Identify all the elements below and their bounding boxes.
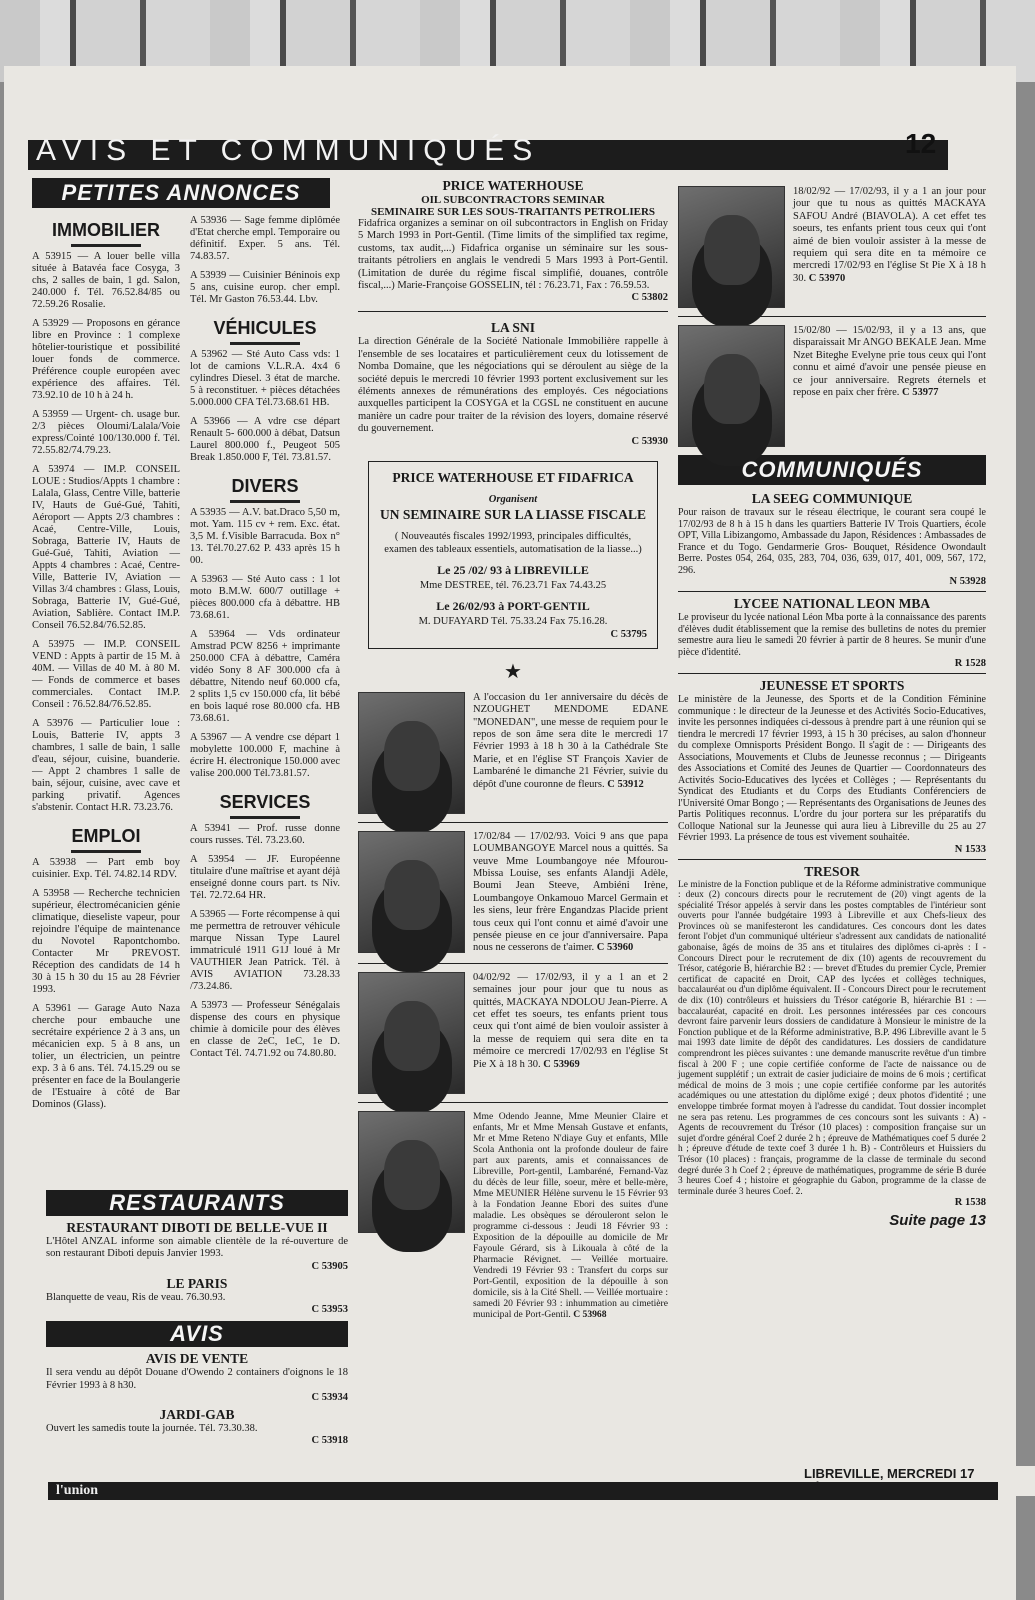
restaurant-text: Blanquette de veau, Ris de veau. 76.30.93. (46, 1291, 226, 1303)
restaurant-ref: C 53953 (311, 1304, 348, 1316)
obituary-ref: C 53969 (543, 1058, 580, 1070)
obituary (358, 972, 668, 1094)
ad-item: A 53973 — Professeur Sénégalais dispense des cours en physique chimie à domicile pour des élèves en classe de 2eC, 1eC, 1e D. Contact Tél. 74.71.92 ou 74.80.80. (190, 1000, 340, 1059)
petites-annonces-banner: PETITES ANNONCES (32, 178, 330, 208)
obituary-text: 17/02/84 — 17/02/93. Voici 9 ans que papa LOUMBANGOYE Marcel nous a quittés. Sa veuve Mme Loumbangoye née Mfourou-Mbissa Louise, ses enfants Alandji Adèle, Boumi Jean Steeve, Ambiéni Irène, Loumbangoye Onkamouo Marcel Germain et les siens, leur frère Engandzas Placide prient tous ceux qui l'ont connu et aimé d'avoir une pensée pieuse en ce jour d'anniversaire. Papa nous ne cesserons de t'aimer. (473, 830, 668, 954)
divider (678, 316, 986, 317)
ad-item: A 53962 — Sté Auto Cass vds: 1 lot de camions V.L.R.A. 4x4 6 cylindres Diesel. 3 état de marche. 5 à reconstituer. + pièces détachées 5.000.000 CFA Tél.73.68.61 HB. (190, 349, 340, 408)
obituary (678, 325, 986, 447)
divider (358, 311, 668, 312)
seminar-subject: UN SEMINAIRE SUR LA LIASSE FISCALE (380, 506, 646, 522)
communique-text: Pour raison de travaux sur le réseau électrique, le courant sera coupé le 17/02/93 de 8 h à 15 h dans les quartiers Batterie IV Trois Quartiers, école OPT, Villa Libizangomo, Ambassade du Japon, Résidences : Ambassades de France et du Togo. Gendarmerie Gros- Bouquet, Résidence Owondault Berre. Postes 054, 264, 035, 283, 704, 036, 639, 017, 401, 009, 567, 172, 296. (678, 507, 986, 576)
communique-title: LA SEEG COMMUNIQUE (751, 491, 913, 506)
obituary-ref: C 53977 (902, 387, 939, 399)
obituary-text: 18/02/92 — 17/02/93, il y a 1 an jour pour jour que tu nous as quittés MACKAYA SAFOU André (BIAVOLA). A cet effet tes soeurs, tes enfants prient tous ceux qui t'ont aimé de bien vouloir assister à la messe de requiem qui sera dite en ta mémoire ce mercredi 17/02/93 en l'église St Pie X à 18 h 30. (793, 186, 986, 284)
ad-item: A 53958 — Recherche technicien supérieur, électromécanicien génie climatique, dieseliste vapeur, pour rejoindre l'équipe de maintenance du Novotel Rapontchombo. Contacter Mr PREVOST. Réception des candidats de 14 h 30 à 15 h 30 du 15 au 28 Février 1993. (32, 888, 180, 995)
column-notices-center (358, 178, 668, 1328)
seminar-title: PRICE WATERHOUSE ET FIDAFRICA (392, 469, 634, 485)
sni-ref: C 53930 (631, 435, 668, 447)
suite-page-link: Suite page 13 (889, 1212, 986, 1230)
avis-text: Ouvert les samedis toute la journée. Tél. 73.30.38. (46, 1423, 258, 1435)
ad-item: A 53954 — JF. Européenne titulaire d'une maîtrise et ayant déjà enseigné donne cours part. ts Niv. Tél. 72.72.64 HR. (190, 854, 340, 901)
ad-item: A 53976 — Particulier loue : Louis, Batterie IV, appts 3 chambres, 1 salle de bain, 1 salle d'eau, séjour, cuisine, buanderie. — Appt 2 chambres 1 salle de bain, séjour, cuisine, avec cave et parking privatif. Agences s'abstenir. Contact H.R. 73.23.76. (32, 718, 180, 813)
obituary (358, 692, 668, 814)
dateline: LIBREVILLE, MERCREDI 17 (800, 1466, 1035, 1496)
divider (678, 859, 986, 860)
obituary-ref: C 53912 (607, 778, 644, 790)
obituary-ref: C 53970 (808, 272, 846, 284)
portrait-photo (358, 692, 465, 814)
pw-subtitle-fr: SEMINAIRE SUR LES SOUS-TRAITANTS PETROLIERS (370, 206, 656, 218)
services-heading: SERVICES (190, 792, 340, 819)
avis-ref: C 53918 (311, 1435, 348, 1447)
obituary (358, 831, 668, 955)
ad-item: A 53941 — Prof. russe donne cours russes. Tél. 73.23.60. (190, 823, 340, 846)
sni-title: LA SNI (491, 320, 535, 336)
obituary (678, 186, 986, 308)
divider (358, 963, 668, 964)
obituary (358, 1111, 668, 1320)
seminar-date-portgentil: Le 26/02/93 à PORT-GENTIL (436, 598, 590, 613)
obituary-text: A l'occasion du 1er anniversaire du décès de NZOUGHET MENDOME EDANE "MONEDAN", une messe de requiem pour le repos de son âme sera dite le mercredi 17 Février 1993 à 18 h 30 à la Cathédrale Ste Marie, et en l'église ST François Xavier de Lambaréné le dimanche 21 Février, suivie du dépôt d'une couronne de fleurs. (473, 691, 668, 790)
section-title: AVIS ET COMMUNIQUÉS (36, 134, 541, 167)
seminar-box (368, 461, 658, 649)
portrait-photo (358, 972, 465, 1094)
ad-item: A 53929 — Proposons en gérance libre en Province : 1 complexe hôtelier-touristique et possibilité louer fonds de commerce. Préférence couple européen avec expérience des affaires. Tél. 73.92.10 de 10 h à 24 h. (32, 318, 180, 401)
avis-ref: C 53934 (311, 1392, 348, 1404)
restaurants-banner: RESTAURANTS (46, 1190, 348, 1216)
communique-text: Le ministre de la Fonction publique et de la Réforme administrative communique : deux (2) concours directs pour le recrutement de (20) vingt agents de la spécialité Trésor appelés à servir dans les postes comptables de l'intérieur sont ouverts pour l'année budgétaire 1993 à Libreville et aux Chefs-lieux des Provinces où se manifesteront les candidatures. Ces concours dont les dates feront l'objet d'un communiqué ultérieur s'adressent aux candidats de nationalité gabonaise, âgés de moins de 35 ans et titulaires des diplômes ci-après : I - Concours Direct pour le recrutement de dix (10) agents de recouvrement du Trésor, catégorie B, hiérarchie B2 : — brevet d'Etudes du premier Cycle, Premier certificat de capacité en Droit, CAP des lycées et collèges techniques, baccalauréat ou d'un diplôme équivalent. II - Concours Direct pour le recrutement de dix (10) contrôleurs et huissiers du Trésor catégorie B, hiérarchie B1 : — baccalauréat, capacité en droit. Les personnes intéressées par ces concours devront faire parvenir leurs dossiers de candidature à Monsieur le ministre de la Fonction publique et de la Réforme administrative, B.P. 496 Libreville avant le 5 mai 1993 date limite de dépôt des candidatures. Les dossiers de candidature comprendront les pièces suivantes : une demande manuscrite revêtue d'un timbre fiscal à 200 F ; une copie certifiée conforme de l'acte de naissance ou de jugement supplétif ; un extrait de casier judiciaire de moins de 6 mois ; certificat médical de moins de 3 mois ; une copie certifiée conforme par les autorités académiques ou une attestation du diplôme exigé ; deux photos d'identité ; une enveloppe timbrée format moyen à l'adresse du candidat. Tout dossier incomplet ne sera pas retenu. Les programmes de ces concours sont les suivants : A) - Agents de recouvrement du Trésor (10 places) : composition française sur un sujet d'ordre général Coef 2 durée 2 h ; épreuve de Mathématiques coef 5 durée 2 h ; épreuve d'étude de texte coef 3 durée 1 h. B) - Contrôleurs et Huissiers du Trésor (10 places) : français, programme de la classe de terminale du second degré durée 3 h Coef 2 ; épreuve de mathématiques, programme de série B durée 3 heures Coef 4 ; histoire et géographie du Gabon, programme de la classe de terminale durée 3 heures Coef. 2. (678, 879, 986, 1197)
restaurants-avis-block (46, 1190, 348, 1446)
ad-item: A 53963 — Sté Auto cass : 1 lot moto B.M.W. 600/7 outillage + pièces 800.000 cfa à débattre. HB 73.68.61. (190, 574, 340, 621)
avis-banner: AVIS (46, 1321, 348, 1347)
communique-ref: N 53928 (949, 576, 986, 587)
ad-item: A 53975 — IM.P. CONSEIL VEND : Appts à partir de 15 M. à 40M. — Villas de 40 M. à 80 M. — Fonds de commerce et bases commerciales. Contact IM.P. Conseil : 76.52.84/76.52.85. (32, 639, 180, 710)
communique-ref: R 1538 (954, 1197, 986, 1209)
ad-item: A 53967 — A vendre cse départ 1 mobylette 100.000 F, machine à écrire H. électronique 150.000 avec valise 200.000 Tél.73.81.57. (190, 732, 340, 779)
communique-text: Le proviseur du lycée national Léon Mba porte à la connaissance des parents d'élèves dudit établissement que la remise des bulletins de notes du premier semestre aura lieu le samedi 20 février à partir de 8 heures. Se munir d'une pièce d'identité. (678, 612, 986, 658)
star-separator-icon: ★ (504, 660, 522, 683)
ad-item: A 53966 — A vdre cse départ Renault 5- 600.000 à débat, Datsun Laurel 800.000 f., Peugeot 505 Break 1.850.000 F, Tél. 73.81.57. (190, 416, 340, 463)
vehicules-heading: VÉHICULES (190, 318, 340, 345)
obituary-text: Mme Odendo Jeanne, Mme Meunier Claire et enfants, Mr et Mme Mensah Gustave et enfants, Mr et Mme Reteno N'diaye Guy et enfants, Mlle Scola Anthonia ont la profonde douleur de faire part aux parents, amis et connaissances de Libreville, Port-gentil, Lambaréné, Fernand-Vaz du décès de leur fille, soeur, mère et belle-mère, Mme MEUNIER Hélène survenu le 15 Février 93 à la Fondation Jeanne Ebori des suites d'une maladie. Les obsèques se dérouleront selon le programme ci-dessous : Jeudi 18 Février 93 : Exposition de la dépouille au domicile de Mr Fayoule Gérard, sis à Likouala à côté de la Pharmacie Révignet. — Veillée mortuaire. Vendredi 19 Février 93 : Transfert du corps sur Port-Gentil, exposition de la dépouille à son domicile, sis à la Cité Shell. — Veillée mortuaire : samedi 20 Février 93 : inhummation au cimetière municipal de Port-Gentil. (473, 1110, 668, 1320)
restaurant-text: L'Hôtel ANZAL informe son aimable clientèle de la ré-ouverture de son restaurant Diboti depuis Janvier 1993. (46, 1236, 348, 1260)
communique-ref: N 1533 (954, 843, 986, 855)
divider (678, 673, 986, 674)
ad-item: A 53964 — Vds ordinateur Amstrad PCW 8256 + imprimante 250.000 CFA à débattre, Caméra vidéo Sony 8 AF 300.000 cfa à débattre, Nitendo neuf 60.000 cfa, 2 splits 1,5 cv 150.000 cfa, lit bébé en bois laqué rose 80.000 cfa. HB 73.68.61. (190, 629, 340, 724)
column-communiques (678, 178, 986, 1229)
seminar-date-libreville: Le 25 /02/ 93 à LIBREVILLE (437, 562, 589, 577)
restaurant-title: RESTAURANT DIBOTI DE BELLE-VUE II (66, 1220, 328, 1235)
communique-title: TRESOR (804, 863, 860, 879)
footer-bar (48, 1482, 998, 1500)
ad-item: A 53939 — Cuisinier Béninois exp 5 ans, cuisine europ. cher empl. Tél. Mr Gaston 76.53.44. Lbv. (190, 270, 340, 305)
pw-ref: C 53802 (631, 292, 668, 304)
emploi-heading: EMPLOI (32, 826, 180, 853)
avis-title: AVIS DE VENTE (145, 1351, 249, 1367)
ad-item: A 53938 — Part emb boy cuisinier. Exp. Tél. 74.82.14 RDV. (32, 857, 180, 880)
ad-item: A 53959 — Urgent- ch. usage bur. 2/3 pièces Oloumi/Lalala/Voie express/Cointé 100/130.000 f. Tél. 72.55.82/74.79.23. (32, 409, 180, 456)
portrait-photo (678, 325, 785, 447)
communique-text: Le ministère de la Jeunesse, des Sports et de la Condition Féminine communique : le directeur de la Jeunesse et des Activités Socio-Educatives, invite les personnes indiquées ci-dessous à prendre part à une réunion qui se tiendra le mercredi 17 février 1993, à 15 h 30 précises, au salon d'honneur du complexe Omnisports Président Bongo. Il s'agit de : — Dirigeants des Associations, Mouvements et Clubs de Jeunesse reconnus ; — Dirigeants des Associations et Comité des Jeunes de Quartier — Coordonnateurs des Activités Socio-Educatives des lycées et Collèges ; — Représentants du Syndicat des Etudiants et du Corps des Etudiants Conférenciers de l'Université Omar Bongo ; — Représentants des Organisations de Jeunes des Partis Politiques reconnus. L'ordre du jour portera sur les préparatifs du Colloque National sur la Jeunesse qui aura lieu à Libreville du 25 au 27 Février 1993. La présence de tous est vivement souhaitée. (678, 694, 986, 843)
communiques-banner: COMMUNIQUÉS (678, 455, 986, 485)
seminar-note: ( Nouveautés fiscales 1992/1993, principales difficultés, (394, 530, 632, 542)
seminar-note: examen des tableaux essentiels, automatisation de la liasse...) (384, 543, 642, 555)
column-classifieds-2 (190, 215, 340, 1067)
divider (358, 822, 668, 823)
divider (678, 591, 986, 592)
obituary-text: 04/02/92 — 17/02/93, il y a 1 an et 2 semaines jour pour jour que tu nous as quittés, MACKAYA NDOLOU Jean-Pierre. A cet effet tes soeurs, tes enfants prient tous ceux qui t'ont aimé de bien vouloir assister à la messe de requiem qui sera dite en ta mémoire ce mercredi 17/02/93 en l'église St Pie X à 18 h 30. (473, 971, 668, 1070)
ad-item: A 53961 — Garage Auto Naza cherche pour embauche une secrétaire expérience 2 à 3 ans, un mécanicien exp. 5 à 8 ans, un tolier, un électricien, un peintre exp. 3 à 6 ans. Tél. 74.15.29 ou se présenter en face de la Boulangerie de l'Estuaire à côté de Bar Dominos (Glass). (32, 1003, 180, 1110)
avis-text: Il sera vendu au dépôt Douane d'Owendo 2 containers d'oignons le 18 Février 1993 à 8 h30. (46, 1367, 348, 1391)
portrait-photo (678, 186, 785, 308)
divers-heading: DIVERS (190, 476, 340, 503)
section-masthead (28, 134, 948, 170)
seminar-contact-portgentil: M. DUFAYARD Tél. 75.33.24 Fax 75.16.28. (418, 615, 608, 627)
communique-ref: R 1528 (954, 658, 986, 669)
portrait-photo (358, 831, 465, 953)
obituary-ref: C 53960 (596, 942, 634, 954)
ad-item: A 53936 — Sage femme diplômée d'Etat cherche empl. Temporaire ou définitif. Exper. 5 ans. Tél. 74.83.57. (190, 215, 340, 262)
communique-title: LYCEE NATIONAL LEON MBA (733, 596, 931, 611)
sni-text: La direction Générale de la Société Nationale Immobilière rappelle à l'ensemble de ses locataires et particulièrement ceux du lotissement de Nomba Domaine, que les négociations qui se déroulent au siège de la société depuis le mercredi 10 février 1993 portent exclusivement sur les éléments annexes de rémunérations des employés. Ces négociations auxquelles participent la COSYGA et la CGSL ne constituent en aucune manière un cadre pour traiter de la révision des loyers, domaine réservé du gouvernement. (358, 336, 668, 435)
obituary-ref: C 53968 (573, 1308, 607, 1320)
paper-name: l'union (56, 1483, 99, 1498)
avis-title: JARDI-GAB (159, 1407, 235, 1423)
divider (358, 1102, 668, 1103)
restaurant-title: LE PARIS (166, 1275, 228, 1291)
seminar-contact-libreville: Mme DESTREE, tél. 76.23.71 Fax 74.43.25 (419, 579, 607, 591)
pw-title: PRICE WATERHOUSE (442, 178, 584, 193)
communique-title: JEUNESSE ET SPORTS (759, 678, 905, 693)
portrait-photo (358, 1111, 465, 1233)
seminar-organise: Organisent (488, 493, 538, 505)
restaurant-ref: C 53905 (311, 1260, 348, 1272)
immobilier-heading: IMMOBILIER (32, 220, 180, 247)
pw-text: Fidafrica organizes a seminar on oil subcontractors in English on Friday 5 March 1993 in Port-Gentil. (Time limits of the simplified tax regime, customs, tax audit,...) Fidafrica organise un séminaire sur les sous-traitants pétroliers en anglais le vendredi 5 Mars 1993 à Port-Gentil. (Limitation de durée du régime fiscal simplifié, douanes, contrôle fiscal,...) Marie-Françoise GOSSELIN, tél : 76.23.71, Fax : 76.59.53. (358, 218, 668, 292)
ad-item: A 53935 — A.V. bat.Draco 5,50 m, mot. Yam. 115 cv + rem. Exc. état. 3,5 M. f.Visible Barracuda. Box n° 13. Tél.70.27.62 P. 433 après 15 h 00. (190, 507, 340, 566)
page-number: 12 (905, 128, 937, 159)
ad-item: A 53915 — A louer belle villa située à Batavéa face Cosyga, 3 chs, 2 salles de bain, 1 gd. Salon, 240.000 f. Tél. 76.52.84/85 ou 72.59.26 Rosalie. (32, 251, 180, 310)
ad-item: A 53974 — IM.P. CONSEIL LOUE : Studios/Appts 1 chambre : Lalala, Glass, Centre Ville, batterie IV, Hauts de Gué-Gué, Tahiti, Aéroport — Appts 2/3 chambres : Acaé, Centre-Ville, Louis, Sobraga, Batterie IV, Hauts de Gué-Gué, Tahiti, Aviation — Appts 4 chambres : Acaé, Centre-Ville, Batterie IV, Aviation — Villas 3/4 chambres : Glass, Louis, Sobraga, Batterie IV, Gué-Gué, Aviation, Sablière. Contact IM.P. Conseil 76.52.84/76.52.85. (32, 464, 180, 631)
pw-subtitle-en: OIL SUBCONTRACTORS SEMINAR (421, 194, 605, 206)
ad-item: A 53965 — Forte récompense à qui me permettra de retrouver véhicule marque Nissan Type Laurel immatriculé 1911 G1J loué à Mr VAUTHIER Jean Patrick. Tél. à AVIS AVIATION 73.28.33 /73.24.86. (190, 909, 340, 992)
seminar-ref: C 53795 (610, 628, 647, 640)
obituary-text: 15/02/80 — 15/02/93, il y a 13 ans, que disparaissait Mr ANGO BEKALE Jean. Mme Nzet Biteghe Evelyne prie tous ceux qui l'ont connu et aimé d'avoir une pensée pieuse en ce jour anniversaire. Regrets éternels et repose en paix cher frère. (793, 325, 986, 399)
